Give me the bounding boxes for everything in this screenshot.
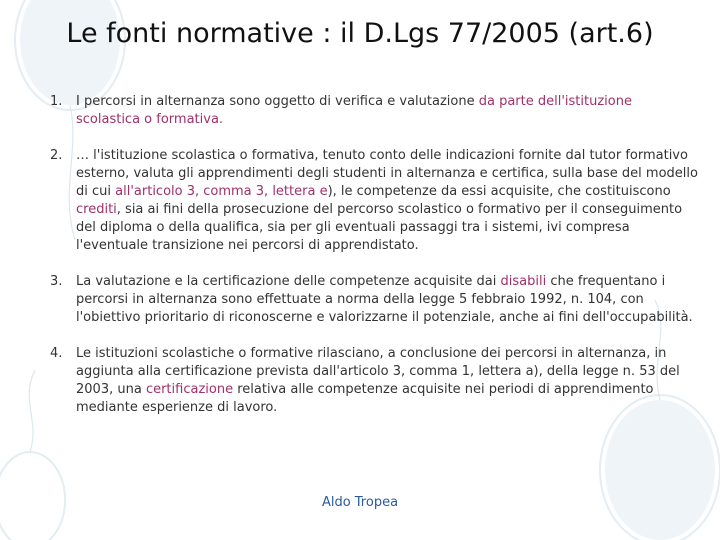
list-item <box>50 345 700 417</box>
slide-title: Le fonti normative : il D.Lgs 77/2005 (art.6) <box>66 18 654 49</box>
item-text: … l'istituzione scolastica o formativa, tenuto conto delle indicazioni fornite dal tutor formativo esterno, valuta gli apprendimenti degli studenti in alternanza e certifica, sulla base del modello di cui all'articolo 3, comma 3, lettera e), le competenze da essi acquisite, che costituiscono crediti, sia ai fini della prosecuzione del percorso scolastico o formativo per il conseguimento del diploma o della qualifica, sia per gli eventuali passaggi tra i sistemi, ivi compresa l'eventuale transizione nei percorsi di apprendistato. <box>76 148 698 253</box>
list-item <box>50 273 700 327</box>
article-list <box>50 93 700 417</box>
item-number: 4. <box>50 346 63 361</box>
item-number: 1. <box>50 94 63 109</box>
item-number: 2. <box>50 148 63 163</box>
item-text: La valutazione e la certificazione delle competenze acquisite dai disabili che frequentano i percorsi in alternanza sono effettuate a norma della legge 5 febbraio 1992, n. 104, con l'obiettivo prioritario di riconoscerne e valorizzarne il potenziale, anche ai fini dell'occupabilità. <box>76 274 693 325</box>
author-footer: Aldo Tropea <box>321 495 399 510</box>
item-number: 3. <box>50 274 63 289</box>
list-item <box>50 93 700 129</box>
item-text: I percorsi in alternanza sono oggetto di verifica e valutazione da parte dell'istituzione scolastica o formativa. <box>76 94 632 127</box>
item-text: Le istituzioni scolastiche o formative rilasciano, a conclusione dei percorsi in alternanza, in aggiunta alla certificazione prevista dall'articolo 3, comma 1, lettera a), della legge n. 53 del 2003, una certificazione relativa alle competenze acquisite nei periodi di apprendimento mediante esperienze di lavoro. <box>76 346 680 415</box>
list-item <box>50 147 700 255</box>
